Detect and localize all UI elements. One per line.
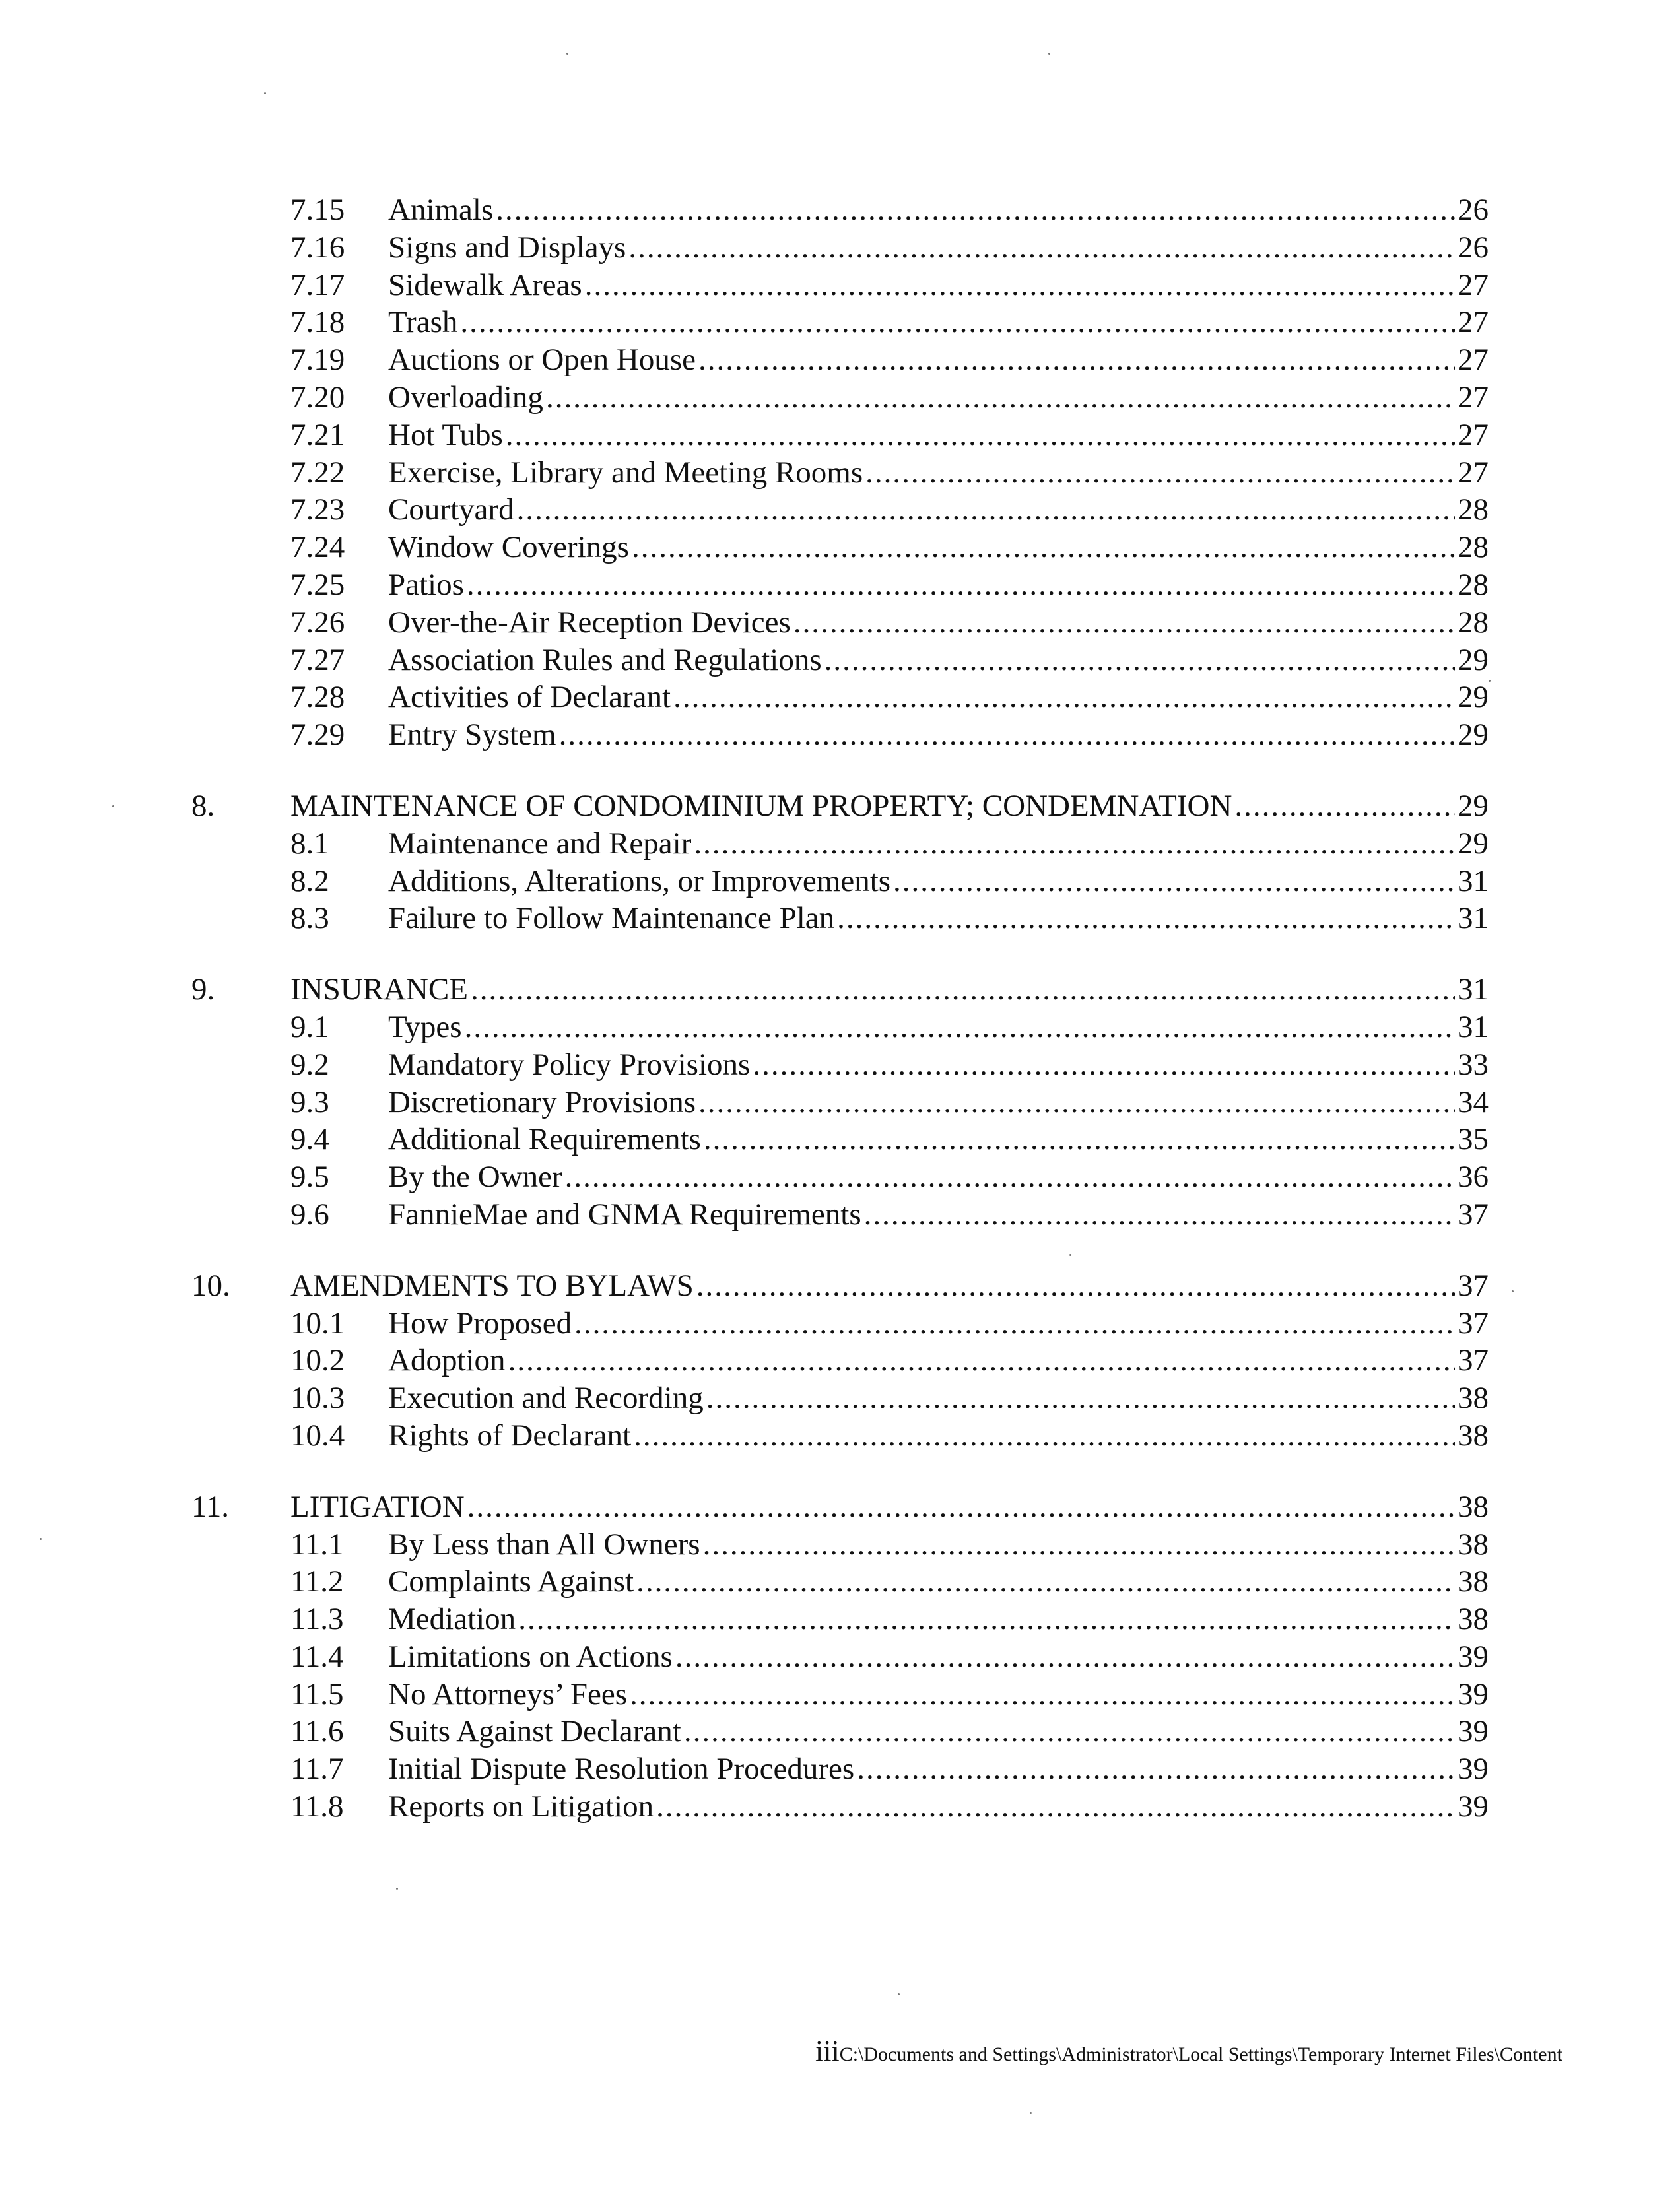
- entry-page-number: 29: [1458, 717, 1489, 752]
- entry-page-number: 27: [1458, 455, 1489, 490]
- entry-page-number: 29: [1458, 642, 1489, 677]
- entry-title: FannieMae and GNMA Requirements: [388, 1197, 861, 1232]
- entry-page-number: 27: [1458, 305, 1489, 340]
- entry-page-number: 28: [1458, 530, 1489, 565]
- scan-speck: [264, 92, 266, 94]
- dot-leader: [673, 679, 1455, 716]
- entry-number: 7.28: [290, 680, 345, 715]
- entry-number: 7.24: [290, 530, 345, 565]
- entry-title: By Less than All Owners: [388, 1527, 700, 1562]
- toc-section-11: [191, 1488, 1489, 1826]
- toc-entry[interactable]: [191, 825, 1489, 863]
- toc-entry[interactable]: [191, 863, 1489, 900]
- entry-title: Overloading: [388, 380, 543, 414]
- dot-leader: [630, 1676, 1455, 1713]
- toc-entry[interactable]: [191, 304, 1489, 341]
- dot-leader: [793, 604, 1455, 642]
- entry-number: 7.25: [290, 567, 345, 602]
- toc-entry[interactable]: [191, 1417, 1489, 1455]
- toc-entry[interactable]: [191, 229, 1489, 267]
- entry-number: 7.19: [290, 343, 345, 378]
- entry-number: 9.3: [290, 1084, 329, 1119]
- entry-number: 8.1: [290, 826, 329, 861]
- entry-page-number: 35: [1458, 1122, 1489, 1157]
- toc-entry[interactable]: [191, 416, 1489, 454]
- entry-number: 9.2: [290, 1047, 329, 1082]
- toc-entry[interactable]: [191, 604, 1489, 642]
- section-title: LITIGATION: [290, 1489, 465, 1524]
- toc-section-heading[interactable]: [191, 971, 1489, 1009]
- entry-number: 9.5: [290, 1160, 329, 1195]
- toc-entry[interactable]: [191, 454, 1489, 492]
- dot-leader: [467, 1488, 1455, 1526]
- toc-entry[interactable]: [191, 1196, 1489, 1234]
- toc-entry[interactable]: [191, 1046, 1489, 1084]
- toc-entry[interactable]: [191, 566, 1489, 604]
- toc-entry[interactable]: [191, 1563, 1489, 1601]
- entry-page-number: 37: [1458, 1343, 1489, 1378]
- section-number: 11.: [191, 1489, 230, 1524]
- toc-entry[interactable]: [191, 191, 1489, 229]
- toc-entry[interactable]: [191, 1121, 1489, 1158]
- entry-title: How Proposed: [388, 1306, 572, 1341]
- entry-title: Failure to Follow Maintenance Plan: [388, 901, 835, 936]
- entry-number: 11.5: [290, 1676, 344, 1711]
- entry-page-number: 38: [1458, 1381, 1489, 1416]
- entry-title: Types: [388, 1009, 462, 1044]
- toc-entry[interactable]: [191, 642, 1489, 679]
- toc-section-7-continued: [191, 191, 1489, 754]
- table-of-contents: [191, 191, 1489, 1859]
- entry-page-number: 38: [1458, 1527, 1489, 1562]
- entry-number: 10.4: [290, 1418, 345, 1453]
- entry-page-number: 39: [1458, 1676, 1489, 1711]
- entry-title: Trash: [388, 305, 458, 340]
- dot-leader: [546, 379, 1455, 416]
- dot-leader: [559, 716, 1455, 754]
- dot-leader: [518, 1601, 1455, 1638]
- dot-leader: [634, 1417, 1455, 1455]
- footer-file-path: C:\Documents and Settings\Administrator\Local Settings\Temporary Internet Files\Content: [839, 2043, 1562, 2065]
- entry-title: Association Rules and Regulations: [388, 642, 822, 677]
- entry-title: Maintenance and Repair: [388, 826, 692, 861]
- scan-speck: [566, 53, 568, 55]
- entry-number: 7.26: [290, 605, 345, 640]
- dot-leader: [496, 191, 1455, 229]
- entry-page-number: 26: [1458, 193, 1489, 227]
- entry-page-number: 31: [1458, 901, 1489, 936]
- toc-entry[interactable]: [191, 1526, 1489, 1564]
- toc-entry[interactable]: [191, 1676, 1489, 1713]
- entry-page-number: 27: [1458, 380, 1489, 414]
- entry-number: 11.4: [290, 1639, 344, 1674]
- toc-entry[interactable]: [191, 1158, 1489, 1196]
- entry-page-number: 34: [1458, 1084, 1489, 1119]
- toc-entry[interactable]: [191, 379, 1489, 416]
- entry-page-number: 29: [1458, 680, 1489, 715]
- toc-entry[interactable]: [191, 341, 1489, 379]
- dot-leader: [1234, 787, 1455, 825]
- entry-page-number: 38: [1458, 1602, 1489, 1637]
- entry-title: Initial Dispute Resolution Procedures: [388, 1752, 855, 1787]
- dot-leader: [824, 642, 1455, 679]
- scan-speck: [898, 1993, 900, 1995]
- dot-leader: [865, 454, 1455, 492]
- entry-page-number: 26: [1458, 230, 1489, 265]
- entry-number: 9.6: [290, 1197, 329, 1232]
- toc-section-10: [191, 1267, 1489, 1455]
- section-number: 8.: [191, 788, 215, 823]
- entry-page-number: 31: [1458, 1009, 1489, 1044]
- entry-title: Window Coverings: [388, 530, 629, 565]
- toc-entry[interactable]: [191, 1379, 1489, 1417]
- entry-title: Reports on Litigation: [388, 1789, 654, 1824]
- dot-leader: [517, 491, 1455, 529]
- toc-entry[interactable]: [191, 1788, 1489, 1826]
- entry-page-number: 28: [1458, 605, 1489, 640]
- entry-number: 7.27: [290, 642, 345, 677]
- toc-entry[interactable]: [191, 1601, 1489, 1638]
- entry-number: 10.2: [290, 1343, 345, 1378]
- entry-title: Additions, Alterations, or Improvements: [388, 863, 891, 898]
- entry-title: Signs and Displays: [388, 230, 626, 265]
- entry-title: Complaints Against: [388, 1564, 634, 1599]
- dot-leader: [465, 1009, 1455, 1046]
- dot-leader: [574, 1305, 1455, 1342]
- scan-speck: [1512, 1290, 1514, 1292]
- entry-title: Discretionary Provisions: [388, 1084, 696, 1119]
- entry-number: 7.15: [290, 193, 345, 227]
- entry-page-number: 31: [1458, 863, 1489, 898]
- section-title: MAINTENANCE OF CONDOMINIUM PROPERTY; CONDEMNATION: [290, 788, 1232, 823]
- dot-leader: [753, 1046, 1455, 1084]
- entry-title: Mandatory Policy Provisions: [388, 1047, 751, 1082]
- dot-leader: [675, 1638, 1455, 1676]
- scan-speck: [1489, 680, 1491, 682]
- dot-leader: [857, 1750, 1455, 1788]
- entry-title: Adoption: [388, 1343, 506, 1378]
- entry-title: Over-the-Air Reception Devices: [388, 605, 791, 640]
- toc-entry[interactable]: [191, 679, 1489, 716]
- entry-page-number: 36: [1458, 1160, 1489, 1195]
- dot-leader: [585, 267, 1455, 304]
- toc-section-heading[interactable]: [191, 1267, 1489, 1305]
- entry-title: Hot Tubs: [388, 417, 503, 452]
- entry-title: By the Owner: [388, 1160, 562, 1195]
- section-title: INSURANCE: [290, 972, 468, 1007]
- scan-speck: [1030, 2112, 1032, 2114]
- dot-leader: [698, 341, 1455, 379]
- toc-entry[interactable]: [191, 1009, 1489, 1046]
- toc-entry[interactable]: [191, 491, 1489, 529]
- entry-number: 9.4: [290, 1122, 329, 1157]
- entry-number: 7.22: [290, 455, 345, 490]
- entry-number: 7.18: [290, 305, 345, 340]
- entry-number: 8.2: [290, 863, 329, 898]
- entry-number: 11.3: [290, 1602, 344, 1637]
- entry-number: 11.2: [290, 1564, 344, 1599]
- toc-entry[interactable]: [191, 1750, 1489, 1788]
- entry-number: 7.21: [290, 417, 345, 452]
- dot-leader: [467, 566, 1455, 604]
- entry-title: Patios: [388, 567, 464, 602]
- entry-title: Sidewalk Areas: [388, 267, 582, 302]
- entry-page-number: 39: [1458, 1714, 1489, 1749]
- dot-leader: [471, 971, 1455, 1009]
- entry-title: Mediation: [388, 1602, 516, 1637]
- dot-leader: [698, 1084, 1455, 1121]
- entry-number: 8.3: [290, 901, 329, 936]
- dot-leader: [694, 825, 1455, 863]
- toc-entry[interactable]: [191, 1638, 1489, 1676]
- entry-number: 7.17: [290, 267, 345, 302]
- scan-speck: [1048, 53, 1050, 55]
- toc-entry[interactable]: [191, 716, 1489, 754]
- scan-speck: [40, 1538, 42, 1540]
- dot-leader: [703, 1526, 1455, 1564]
- entry-title: Exercise, Library and Meeting Rooms: [388, 455, 863, 490]
- dot-leader: [684, 1713, 1455, 1750]
- entry-page-number: 39: [1458, 1752, 1489, 1787]
- entry-number: 7.29: [290, 717, 345, 752]
- toc-entry[interactable]: [191, 1305, 1489, 1342]
- dot-leader: [460, 304, 1455, 341]
- entry-page-number: 27: [1458, 267, 1489, 302]
- dot-leader: [656, 1788, 1455, 1826]
- toc-entry[interactable]: [191, 900, 1489, 937]
- dot-leader: [632, 529, 1455, 566]
- dot-leader: [565, 1158, 1455, 1196]
- entry-title: Entry System: [388, 717, 556, 752]
- entry-page-number: 39: [1458, 1639, 1489, 1674]
- entry-title: No Attorneys’ Fees: [388, 1676, 628, 1711]
- section-page-number: 31: [1458, 972, 1489, 1007]
- dot-leader: [506, 416, 1455, 454]
- entry-page-number: 33: [1458, 1047, 1489, 1082]
- entry-number: 11.1: [290, 1527, 344, 1562]
- entry-number: 7.16: [290, 230, 345, 265]
- entry-page-number: 28: [1458, 567, 1489, 602]
- entry-number: 9.1: [290, 1009, 329, 1044]
- entry-number: 11.7: [290, 1752, 344, 1787]
- entry-title: Suits Against Declarant: [388, 1714, 681, 1749]
- entry-page-number: 29: [1458, 826, 1489, 861]
- entry-number: 10.1: [290, 1306, 345, 1341]
- toc-entry[interactable]: [191, 1084, 1489, 1121]
- entry-title: Execution and Recording: [388, 1381, 704, 1416]
- scan-speck: [112, 805, 114, 807]
- entry-number: 7.23: [290, 492, 345, 527]
- toc-entry[interactable]: [191, 529, 1489, 566]
- footer-page-numeral: iii: [815, 2035, 840, 2067]
- toc-entry[interactable]: [191, 1342, 1489, 1379]
- dot-leader: [636, 1563, 1455, 1601]
- toc-entry[interactable]: [191, 267, 1489, 304]
- section-page-number: 29: [1458, 788, 1489, 823]
- section-number: 10.: [191, 1268, 230, 1303]
- toc-section-9: [191, 971, 1489, 1234]
- entry-page-number: 28: [1458, 492, 1489, 527]
- entry-title: Limitations on Actions: [388, 1639, 673, 1674]
- entry-page-number: 38: [1458, 1564, 1489, 1599]
- entry-page-number: 27: [1458, 343, 1489, 378]
- section-page-number: 37: [1458, 1268, 1489, 1303]
- entry-title: Activities of Declarant: [388, 680, 671, 715]
- entry-title: Courtyard: [388, 492, 514, 527]
- scan-speck: [1069, 1254, 1071, 1256]
- entry-number: 7.20: [290, 380, 345, 414]
- entry-title: Auctions or Open House: [388, 343, 696, 378]
- entry-page-number: 27: [1458, 417, 1489, 452]
- dot-leader: [706, 1379, 1455, 1417]
- toc-section-heading[interactable]: [191, 787, 1489, 825]
- dot-leader: [893, 863, 1455, 900]
- toc-section-8: [191, 787, 1489, 937]
- dot-leader: [864, 1196, 1455, 1234]
- scan-speck: [396, 1888, 398, 1890]
- entry-page-number: 37: [1458, 1197, 1489, 1232]
- entry-number: 10.3: [290, 1381, 345, 1416]
- dot-leader: [508, 1342, 1455, 1379]
- toc-entry[interactable]: [191, 1713, 1489, 1750]
- page-footer: [815, 2034, 1562, 2068]
- dot-leader: [837, 900, 1455, 937]
- entry-title: Animals: [388, 193, 494, 227]
- section-title: AMENDMENTS TO BYLAWS: [290, 1268, 694, 1303]
- entry-page-number: 39: [1458, 1789, 1489, 1824]
- dot-leader: [696, 1267, 1455, 1305]
- section-page-number: 38: [1458, 1489, 1489, 1524]
- entry-title: Additional Requirements: [388, 1122, 701, 1157]
- dot-leader: [628, 229, 1455, 267]
- section-number: 9.: [191, 972, 215, 1007]
- entry-page-number: 38: [1458, 1418, 1489, 1453]
- entry-number: 11.6: [290, 1714, 344, 1749]
- entry-page-number: 37: [1458, 1306, 1489, 1341]
- toc-section-heading[interactable]: [191, 1488, 1489, 1526]
- dot-leader: [704, 1121, 1455, 1158]
- entry-number: 11.8: [290, 1789, 344, 1824]
- entry-title: Rights of Declarant: [388, 1418, 632, 1453]
